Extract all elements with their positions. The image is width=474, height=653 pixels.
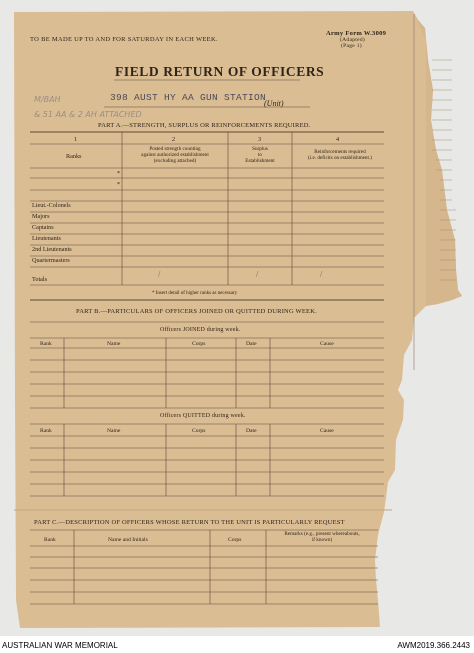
joined-col-rank: Rank [40,341,52,347]
footnote: * Insert detail of higher ranks as necessary [152,291,238,296]
quitted-col-corps: Corps [192,428,206,434]
joined-heading: Officers JOINED during week. [160,327,241,333]
unit-label: (Unit) [264,99,284,108]
part-b-heading: PART B.—PARTICULARS OF OFFICERS JOINED OR QUITTED DURING WEEK. [76,308,317,315]
joined-col-corps: Corps [192,341,206,347]
pencil-annotation: M/BAH [34,95,61,104]
form-adapted: (Adapted) [340,37,365,43]
quitted-col-name: Name [107,428,121,434]
rank-row-label: Quartermasters [32,257,70,264]
footer-source: AUSTRALIAN WAR MEMORIAL [2,641,118,650]
joined-col-cause: Cause [320,341,334,347]
col-number-3: 3 [258,136,262,143]
quitted-heading: Officers QUITTED during week. [160,413,246,419]
col-number-2: 2 [172,136,176,143]
unit-stamp: 398 AUST HY AA GUN STATION [110,92,267,103]
col-header-ranks: Ranks [66,153,82,160]
rank-row-label: 2nd Lieutenants [32,246,72,253]
pencil-tick: / [320,270,323,278]
part-c-col-rank: Rank [44,537,56,543]
part-c-col-name: Name and Initials [108,537,148,543]
footer-accession-number: AWM2019.366.2443 [397,641,470,650]
col-header-reinforcements: Reinforcements required (i.e. deficits on establishment.) [308,149,372,161]
col-number-1: 1 [74,136,78,143]
joined-col-name: Name [107,341,121,347]
part-c-col-remarks: Remarks (e.g., present whereabouts, if known) [284,531,360,543]
page-title: FIELD RETURN OF OFFICERS [115,64,325,79]
asterisk-mark: * [117,170,121,177]
form-page: (Page 1) [341,43,362,49]
joined-col-date: Date [246,341,257,347]
quitted-col-cause: Cause [320,428,334,434]
rank-row-label: Lieutenants [32,235,61,242]
pencil-annotation-attached: & 51 AA & 2 AH ATTACHED [34,110,142,119]
col-header-surplus: Surplus to Establishment [245,146,275,164]
part-c-col-corps: Corps [228,537,242,543]
asterisk-mark: * [117,181,121,188]
part-a-heading: PART A.—STRENGTH, SURPLUS OR REINFORCEMENTS REQUIRED. [98,122,311,129]
totals-label: Totals [32,276,48,283]
quitted-col-rank: Rank [40,428,52,434]
quitted-col-date: Date [246,428,257,434]
rank-row-label: Majors [32,213,50,220]
rank-row-label: Lieut.-Colonels [32,202,71,209]
pencil-tick: / [256,270,259,278]
pencil-tick: / [158,270,161,278]
rank-row-label: Captains [32,224,54,231]
image-footer [0,636,474,653]
part-c-heading: PART C.—DESCRIPTION OF OFFICERS WHOSE RETURN TO THE UNIT IS PARTICULARLY REQUEST [34,519,345,526]
form-instruction: TO BE MADE UP TO AND FOR SATURDAY IN EACH WEEK. [30,36,218,43]
col-number-4: 4 [336,136,340,143]
col-header-posted: Posted strength counting against authorized establishment (excluding attached) [141,146,209,164]
army-form-number: Army Form W.3009 [326,30,387,37]
